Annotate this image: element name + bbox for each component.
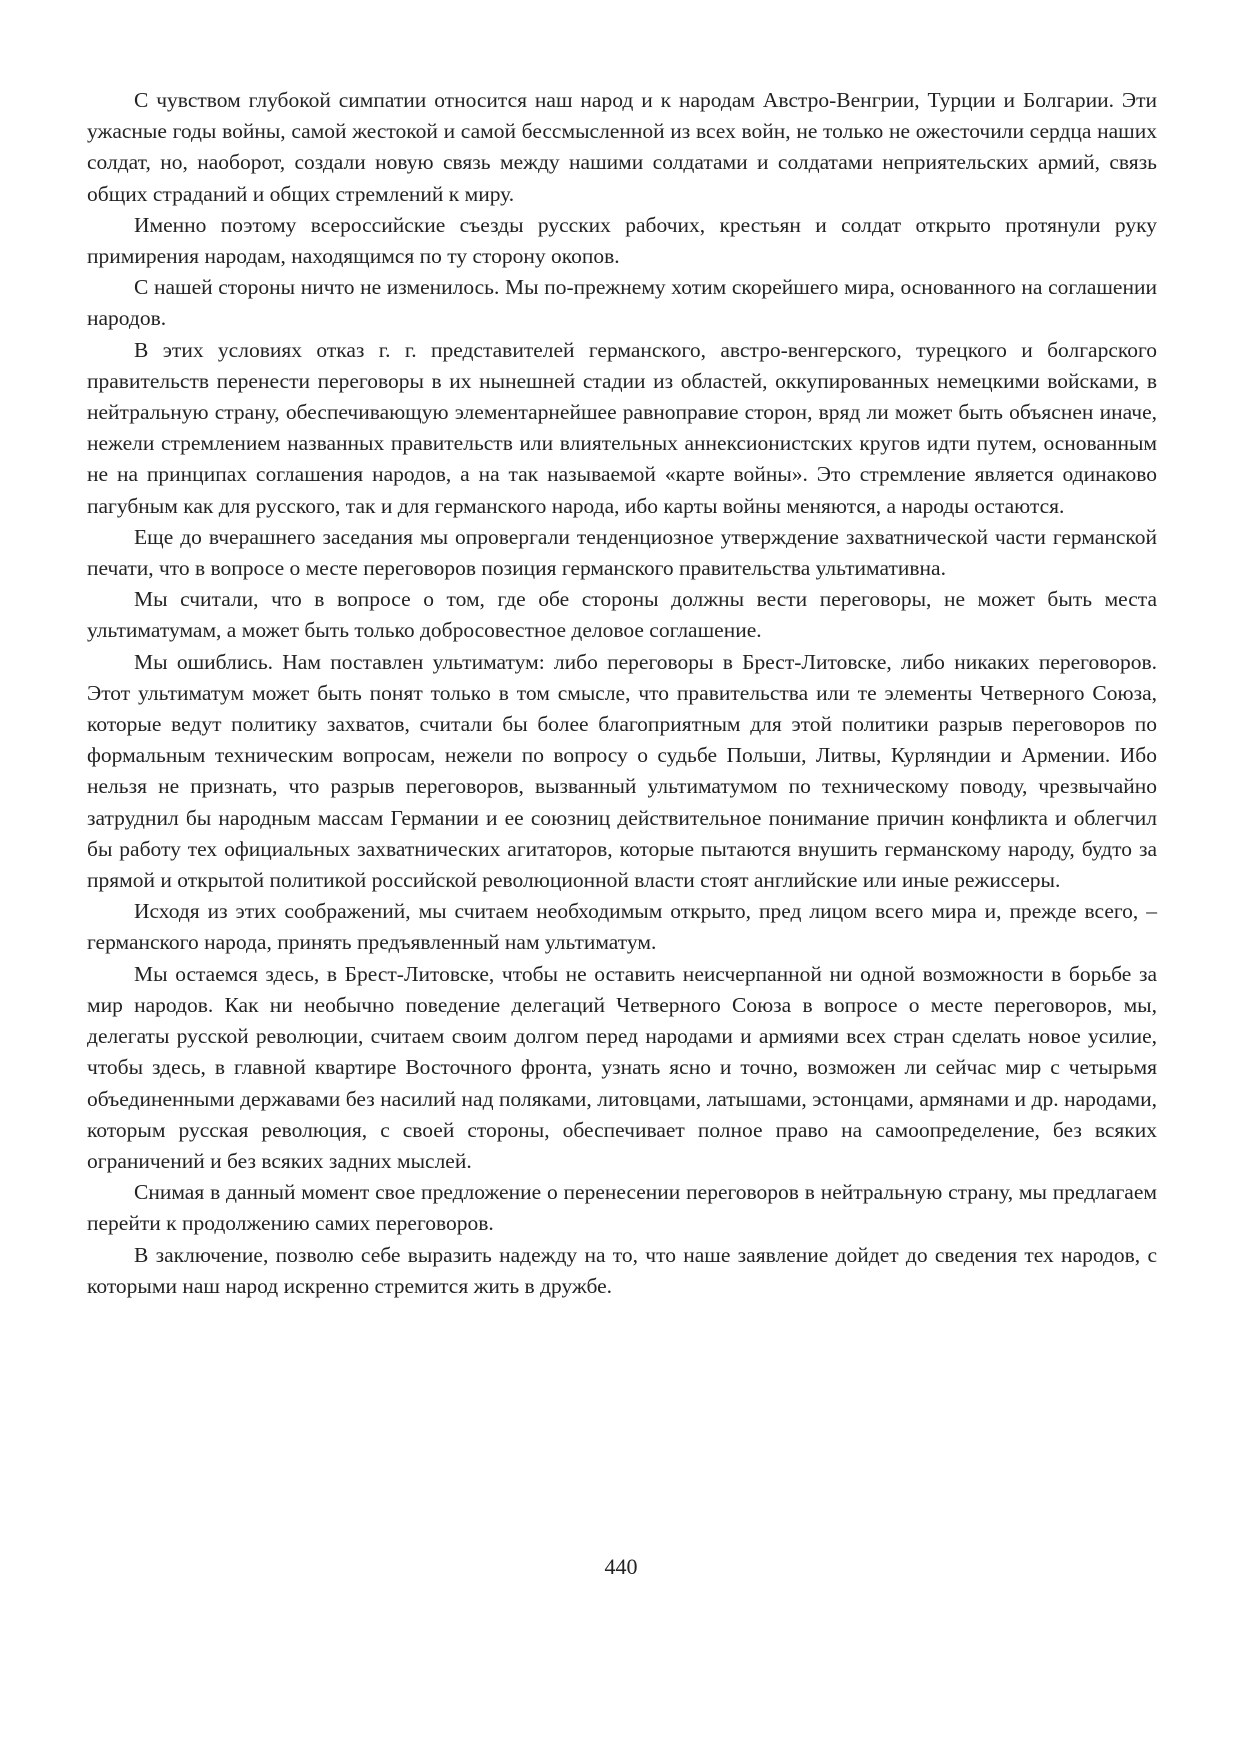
paragraph-2: Именно поэтому всероссийские съезды русских рабочих, крестьян и солдат открыто протянули руку примирения народам, находящимся по ту сторону окопов. — [87, 212, 1157, 269]
paragraph-6: Мы считали, что в вопросе о том, где обе стороны должны вести переговоры, не может быть места ультиматумам, а может быть только добросовестное деловое соглашение. — [87, 587, 1157, 643]
page-number: 440 — [604, 1554, 638, 1579]
body-text — [87, 85, 1157, 1302]
paragraph-11: В заключение, позволю себе выразить надежду на то, что наше заявление дойдет до сведения тех народов, с которыми наш народ искренно стремится жить в дружбе. — [87, 1242, 1157, 1298]
paragraph-5: Еще до вчерашнего заседания мы опровергали тенденциозное утверждение захватнической части германской печати, что в вопросе о месте переговоров позиция германского правительства ультимативна. — [87, 524, 1157, 581]
paragraph-1: С чувством глубокой симпатии относится наш народ и к народам Австро-Венгрии, Турции и Болгарии. Эти ужасные годы войны, самой жестокой и самой бессмысленной из всех войн, не только не ожесточили сердца наших солдат, но, наоборот, создали новую связь между нашими солдатами и солдатами неприятельских армий, связь общих страданий и общих стремлений к миру. — [87, 88, 1157, 206]
paragraph-8: Исходя из этих соображений, мы считаем необходимым открыто, пред лицом всего мира и, прежде всего, – германского народа, принять предъявленный нам ультиматум. — [87, 899, 1157, 955]
paragraph-7: Мы ошиблись. Нам поставлен ультиматум: либо переговоры в Брест-Литовске, либо никаких переговоров. Этот ультиматум может быть понят только в том смысле, что правительства или те элементы Четверного Союза, которые ведут политику захватов, считали бы более благоприятным для этой политики разрыв переговоров по формальным техническим вопросам, нежели по вопросу о судьбе Польши, Литвы, Курляндии и Армении. Ибо нельзя не признать, что разрыв переговоров, вызванный ультиматумом по техническому поводу, чрезвычайно затруднил бы народным массам Германии и ее союзниц действительное понимание причин конфликта и облегчил бы работу тех официальных захватнических агитаторов, которые пытаются внушить германскому народу, будто за прямой и открытой политикой российской революционной власти стоят английские или иные режиссеры. — [87, 649, 1157, 893]
paragraph-9: Мы остаемся здесь, в Брест-Литовске, чтобы не оставить неисчерпанной ни одной возможности в борьбе за мир народов. Как ни необычно поведение делегаций Четверного Союза в вопросе о месте переговоров, мы, делегаты русской революции, считаем своим долгом перед народами и армиями всех стран сделать новое усилие, чтобы здесь, в главной квартире Восточного фронта, узнать ясно и точно, возможен ли сейчас мир с четырьмя объединенными державами без насилий над поляками, литовцами, латышами, эстонцами, армянами и др. народами, которым русская революция, с своей стороны, обеспечивает полное право на самоопределение, без всяких ограничений и без всяких задних мыслей. — [87, 961, 1157, 1173]
paragraph-3: С нашей стороны ничто не изменилось. Мы по-прежнему хотим скорейшего мира, основанного на соглашении народов. — [87, 275, 1157, 331]
paragraph-4: В этих условиях отказ г. г. представителей германского, австро-венгерского, турецкого и болгарского правительств перенести переговоры в их нынешней стадии из областей, оккупированных немецкими войсками, в нейтральную страну, обеспечивающую элементарнейшее равноправие сторон, вряд ли может быть объяснен иначе, нежели стремлением названных правительств или влиятельных аннексионистских кругов идти путем, основанным не на принципах соглашения народов, а на так называемой «карте войны». Это стремление является одинаково пагубным как для русского, так и для германского народа, ибо карты войны меняются, а народы остаются. — [87, 337, 1157, 518]
paragraph-10: Снимая в данный момент свое предложение о перенесении переговоров в нейтральную страну, мы предлагаем перейти к продолжению самих переговоров. — [87, 1180, 1157, 1236]
